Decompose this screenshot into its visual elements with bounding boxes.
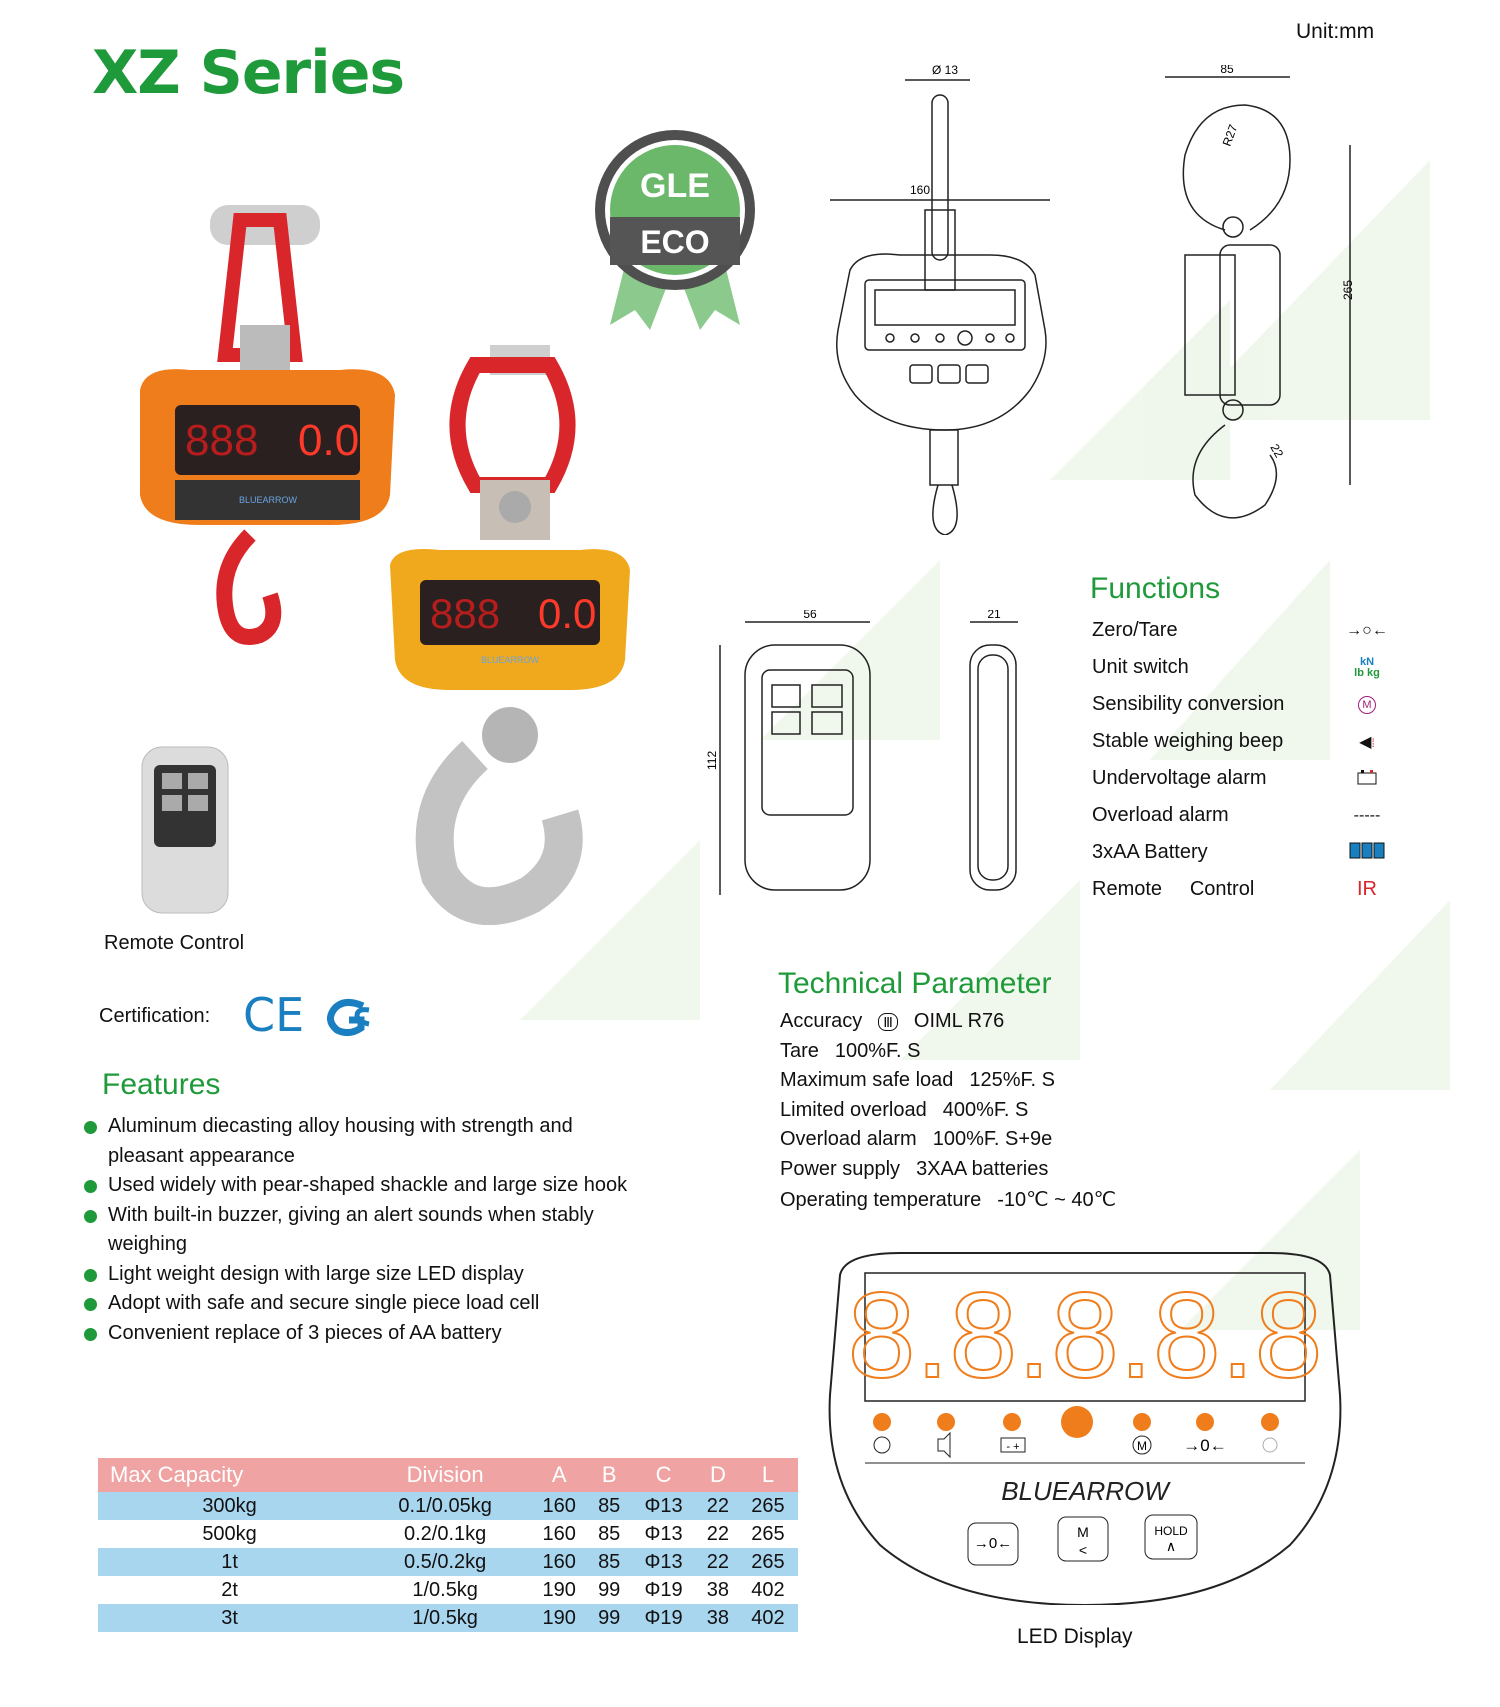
function-label: Remote Control (1092, 878, 1255, 900)
function-row (1092, 723, 1392, 760)
technical-label: Accuracy (780, 1010, 863, 1032)
table-cell: 1/0.5kg (361, 1604, 529, 1632)
table-cell: 0.1/0.05kg (361, 1492, 529, 1520)
brand-text-2: BLUEARROW (480, 655, 540, 665)
table-header: B (589, 1458, 629, 1492)
unit-switch-icon: kN lb kg (1354, 655, 1380, 679)
display-text-a-2: 888 (430, 590, 501, 637)
remote-indicator-icon (1263, 1438, 1277, 1452)
dash-icon: ----- (1353, 806, 1381, 824)
table-cell: Φ13 (629, 1492, 698, 1520)
technical-row (780, 1069, 1132, 1099)
dim-side-d: 22 (1267, 441, 1287, 461)
feature-item: Light weight design with large size LED display (80, 1260, 640, 1290)
table-cell: Φ13 (629, 1548, 698, 1576)
display-text-b: 0.0 (298, 416, 360, 465)
table-cell: 402 (751, 1578, 785, 1601)
display-text-a: 888 (185, 416, 259, 465)
crane-scale-yellow-photo (380, 345, 640, 925)
speaker-icon: ◀⁞ (1359, 733, 1375, 751)
table-cell: 1/0.5kg (412, 1578, 478, 1601)
led-caption: LED Display (1017, 1625, 1133, 1648)
function-label: Undervoltage alarm (1092, 767, 1267, 789)
svg-text:→0←: →0← (973, 1535, 1013, 1552)
table-cell: 1t (98, 1548, 361, 1576)
table-header-row (98, 1458, 798, 1492)
technical-list (780, 1010, 1132, 1217)
sensibility-button[interactable] (1058, 1517, 1108, 1561)
table-cell: 160 (542, 1522, 576, 1545)
technical-label: Tare (780, 1039, 819, 1062)
table-cell: 38 (706, 1578, 730, 1601)
table-cell: 3t (98, 1604, 361, 1632)
table-header: Max Capacity (98, 1458, 361, 1492)
table-cell: 22 (698, 1492, 738, 1520)
remote-caption: Remote Control (104, 932, 245, 954)
svg-text:∧: ∧ (1165, 1538, 1177, 1554)
zero-button[interactable] (968, 1523, 1018, 1565)
remote-side-drawing (960, 610, 1030, 900)
technical-label: Limited overload (780, 1098, 927, 1121)
led-digits: 8.8.8.8.8 (847, 1267, 1323, 1403)
front-view-drawing (820, 60, 1065, 535)
technical-title: Technical Parameter (778, 967, 1052, 1000)
remote-front-drawing (700, 610, 875, 900)
features-title: Features (102, 1068, 221, 1101)
page-title: XZ Series (92, 38, 405, 108)
technical-value: 3XAA batteries (916, 1157, 1049, 1180)
gs-mark-icon (325, 998, 377, 1038)
gle-eco-badge (590, 125, 760, 340)
feature-item: Adopt with safe and secure single piece load cell (80, 1289, 640, 1319)
function-row (1092, 760, 1392, 797)
function-row (1092, 797, 1392, 834)
function-row (1092, 612, 1392, 649)
brand-text: BLUEARROW (238, 495, 298, 505)
m-circle-icon: M (1342, 695, 1392, 714)
table-header: A (529, 1458, 589, 1492)
dim-side-r: R27 (1219, 122, 1241, 149)
function-row (1092, 871, 1392, 908)
table-cell: 38 (698, 1604, 738, 1632)
functions-list (1092, 612, 1392, 908)
table-cell: 265 (738, 1548, 798, 1576)
remote-control-photo (140, 745, 230, 915)
certification-label: Certification: (99, 1005, 211, 1027)
battery-indicator-sign: - + (1006, 1441, 1020, 1453)
table-cell: 265 (738, 1492, 798, 1520)
technical-label: Maximum safe load (780, 1069, 954, 1091)
class-iii-icon: Ⅲ (878, 1013, 898, 1031)
side-view-drawing (1165, 65, 1385, 545)
table-header: Division (361, 1458, 529, 1492)
table-cell: 402 (738, 1604, 798, 1632)
table-row (98, 1492, 798, 1520)
table-cell: 190 (542, 1578, 576, 1601)
technical-label: Operating temperature (780, 1189, 982, 1211)
technical-value: 125%F. S (969, 1069, 1056, 1091)
technical-value: 100%F. S+9e (932, 1128, 1053, 1150)
zero-tare-icon: →○← (1346, 621, 1388, 639)
display-text-b-2: 0.0 (538, 590, 597, 637)
function-row (1092, 834, 1392, 871)
table-row (98, 1576, 798, 1604)
table-header: C (629, 1458, 698, 1492)
table-cell: 85 (598, 1522, 621, 1545)
function-row (1092, 649, 1392, 686)
table-cell: 265 (751, 1522, 785, 1545)
speaker-indicator-icon (938, 1433, 950, 1457)
technical-label: Overload alarm (780, 1128, 917, 1150)
svg-text:<: < (1078, 1542, 1088, 1558)
technical-row (780, 1099, 1132, 1129)
stable-indicator-icon (874, 1437, 890, 1453)
table-row (98, 1604, 798, 1632)
dim-front-w: 160 (909, 183, 931, 197)
technical-row (780, 1158, 1132, 1188)
technical-value: OIML R76 (913, 1010, 1005, 1032)
technical-row (780, 1187, 1132, 1217)
functions-title: Functions (1090, 572, 1221, 605)
table-cell: 160 (529, 1548, 589, 1576)
svg-text:M: M (1077, 1524, 1089, 1540)
led-display-diagram (820, 1245, 1350, 1605)
table-cell: 99 (589, 1604, 629, 1632)
technical-label: Power supply (780, 1157, 901, 1180)
table-cell: 2t (221, 1578, 238, 1601)
dim-front-d: Ø 13 (931, 63, 959, 77)
hold-button[interactable] (1145, 1515, 1197, 1559)
technical-value: 100%F. S (834, 1039, 921, 1062)
table-cell: Φ13 (644, 1522, 683, 1545)
zero-indicator-icon: →0← (1183, 1436, 1227, 1455)
dim-remote-h: 112 (705, 750, 719, 770)
m-indicator-text: M (1137, 1439, 1147, 1453)
function-label: Sensibility conversion (1092, 693, 1285, 715)
function-label: 3xAA Battery (1092, 841, 1208, 863)
features-list (80, 1112, 640, 1348)
led-brand: BLUEARROW (1001, 1476, 1169, 1506)
badge-top-text: GLE (640, 167, 710, 205)
technical-row (780, 1040, 1132, 1070)
function-label: Unit switch (1092, 656, 1189, 678)
function-row (1092, 686, 1392, 723)
table-header: L (738, 1458, 798, 1492)
table-cell: Φ19 (644, 1578, 683, 1601)
dim-remote-side-w: 21 (987, 610, 1001, 621)
technical-value: 400%F. S (942, 1098, 1029, 1121)
feature-item: Aluminum diecasting alloy housing with strength and pleasant appearance (80, 1112, 640, 1171)
table-cell: 500kg (202, 1522, 257, 1545)
badge-bottom-text: ECO (640, 224, 710, 260)
table-cell: 22 (698, 1548, 738, 1576)
table-row (98, 1520, 798, 1548)
ir-icon: IR (1357, 878, 1377, 900)
feature-item: With built-in buzzer, giving an alert sounds when stably weighing (80, 1201, 640, 1260)
technical-value: -10℃ ~ 40℃ (997, 1189, 1117, 1211)
table-row (98, 1548, 798, 1576)
svg-text:HOLD: HOLD (1154, 1524, 1188, 1538)
unit-label: Unit:mm (1296, 20, 1375, 43)
table-cell: 0.2/0.1kg (403, 1522, 487, 1545)
function-label: Overload alarm (1092, 804, 1229, 826)
function-label: Stable weighing beep (1092, 730, 1284, 752)
feature-item: Used widely with pear-shaped shackle and large size hook (80, 1171, 640, 1201)
crane-scale-orange-photo (130, 205, 400, 695)
table-cell: 99 (598, 1578, 621, 1601)
dim-side-h: 265 (1341, 279, 1355, 300)
table-cell: 0.5/0.2kg (361, 1548, 529, 1576)
technical-row (780, 1128, 1132, 1158)
table-cell: 300kg (98, 1492, 361, 1520)
dim-side-w: 85 (1220, 65, 1234, 76)
table-cell: 160 (529, 1492, 589, 1520)
table-header: D (698, 1458, 738, 1492)
capacity-table (98, 1458, 798, 1632)
table-cell: 22 (706, 1522, 730, 1545)
technical-row (780, 1010, 1132, 1040)
table-cell: 190 (529, 1604, 589, 1632)
table-cell: 85 (589, 1492, 629, 1520)
feature-item: Convenient replace of 3 pieces of AA battery (80, 1319, 640, 1349)
ce-mark: CE (243, 988, 305, 1042)
function-label: Zero/Tare (1092, 619, 1178, 641)
table-cell: 85 (589, 1548, 629, 1576)
dim-remote-w: 56 (803, 610, 817, 621)
battery-3-icon (1342, 841, 1392, 864)
battery-alarm-icon (1342, 767, 1392, 790)
table-cell: Φ19 (629, 1604, 698, 1632)
